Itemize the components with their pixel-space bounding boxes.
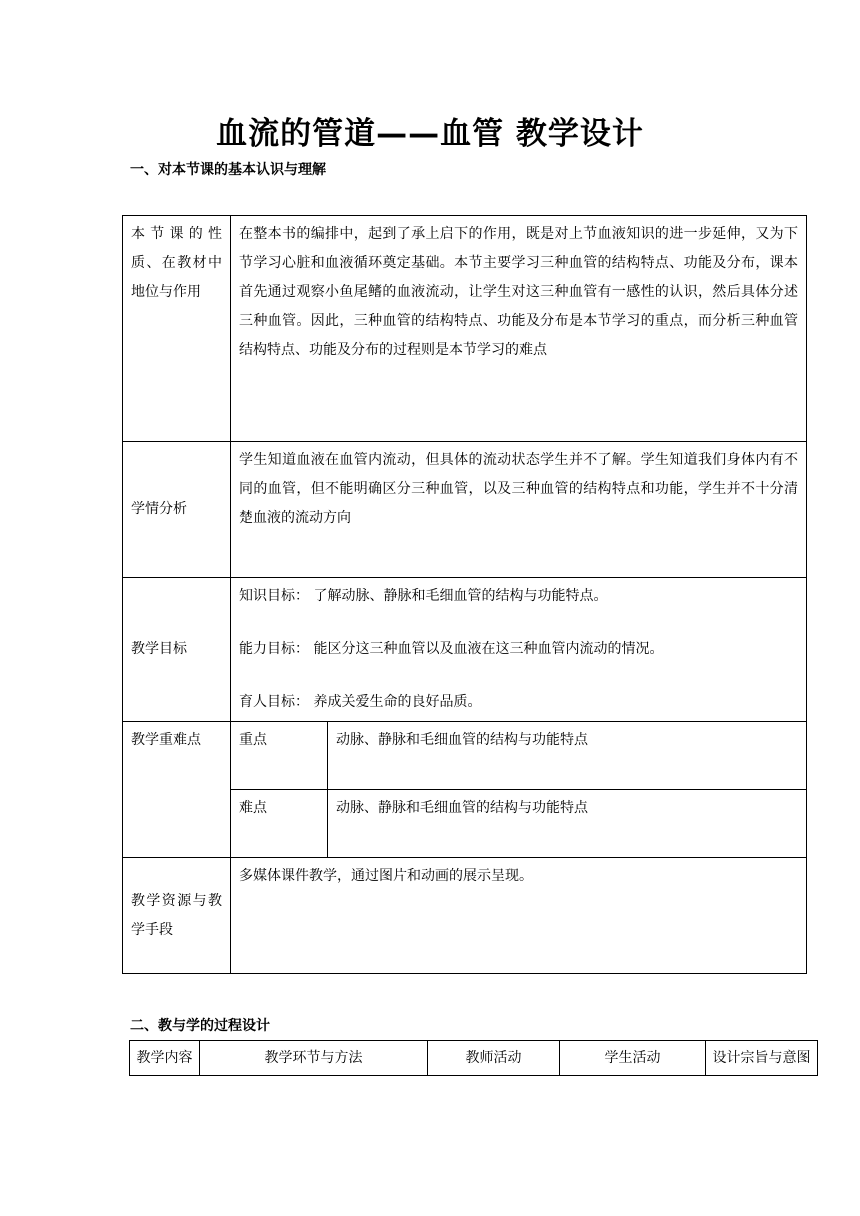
page-title: 血流的管道——血管 教学设计 [216, 116, 644, 152]
key-text: 动脉、静脉和毛细血管的结构与功能特点 [328, 722, 807, 790]
goal-knowledge: 知识目标： 了解动脉、静脉和毛细血管的结构与功能特点。 [239, 588, 608, 604]
row-goals-cell [231, 578, 807, 722]
process-design-table [129, 1040, 818, 1076]
row-text-students: 学生知道血液在血管内流动，但具体的流动状态学生并不了解。学生知道我们身体内有不同的血管，但不能明确区分三种血管，以及三种血管的结构特点和功能，学生并不十分清楚血液的流动方向 [231, 442, 807, 578]
column-header: 教学环节与方法 [200, 1041, 428, 1076]
key-label: 重点 [231, 722, 328, 790]
row-text-position: 在整本书的编排中，起到了承上启下的作用，既是对上节血液知识的进一步延伸，又为下节学习心脏和血液循环奠定基础。本节主要学习三种血管的结构特点、功能及分布，课本首先通过观察小鱼尾鳍的血液流动，让学生对这三种血管有一感性的认识，然后具体分述三种血管。因此，三种血管的结构特点、功能及分布是本节学习的重点，而分析三种血管结构特点、功能及分布的过程则是本节学习的难点 [231, 216, 807, 442]
goal-moral: 育人目标： 养成关爱生命的良好品质。 [239, 694, 482, 710]
goal-spacer [239, 611, 798, 635]
difficulty-text: 动脉、静脉和毛细血管的结构与功能特点 [328, 790, 807, 858]
column-header: 教师活动 [428, 1041, 560, 1076]
goal-spacer [239, 664, 798, 688]
column-header: 教学内容 [130, 1041, 200, 1076]
lesson-overview-table [122, 215, 807, 974]
row-label-students: 学情分析 [123, 442, 231, 578]
row-label-keypoints: 教学重难点 [123, 722, 231, 858]
section-heading-2: 二、教与学的过程设计 [130, 1018, 270, 1034]
column-header: 学生活动 [560, 1041, 706, 1076]
goal-ability: 能力目标： 能区分这三种血管以及血液在这三种血管内流动的情况。 [239, 641, 664, 657]
column-header: 设计宗旨与意图 [706, 1041, 818, 1076]
difficulty-label: 难点 [231, 790, 328, 858]
row-label-resources: 教学资源与教学手段 [123, 858, 231, 974]
row-label-goals: 教学目标 [123, 578, 231, 722]
section-heading-1: 一、对本节课的基本认识与理解 [130, 162, 326, 178]
row-text-resources: 多媒体课件教学，通过图片和动画的展示呈现。 [231, 858, 807, 974]
row-label-position: 本节课的性质、在教材中地位与作用 [123, 216, 231, 442]
